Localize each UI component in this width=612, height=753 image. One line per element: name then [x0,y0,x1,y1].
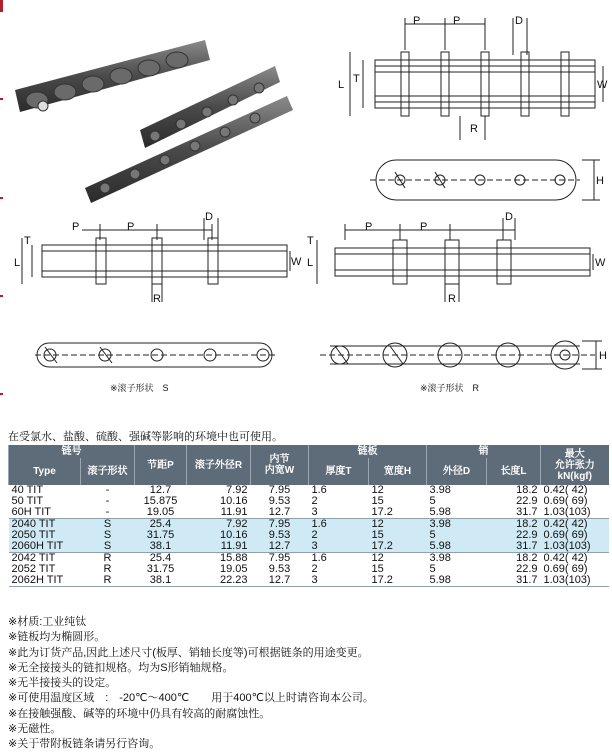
dim-p: P [420,221,428,233]
cell-inner: 12.7 [251,507,309,519]
cell-pitch: 15.875 [143,495,178,507]
cell-roller: 7.92 [187,519,251,531]
dim-w: W [597,79,608,91]
cell-load: 1.03(103) [541,507,609,519]
cell-load: 1.03(103) [541,575,609,587]
dim-d: D [505,211,513,223]
cell-pitch: 19.05 [135,507,187,519]
cell-inner: 9.53 [251,530,309,541]
drawing-side-view-standard [370,150,605,210]
cell-pitch: 25.4 [149,552,172,564]
header-pitch: 节距P [135,445,187,485]
header-pin-len: 长度L [487,458,541,485]
cell-load: 0.42( 42) [541,519,609,531]
dim-p: P [127,221,135,233]
dim-t: T [353,73,360,85]
cell-l: 31.7 [487,507,541,519]
cell-type: 60H TIT [9,507,81,519]
dim-r: R [153,293,161,305]
cell-d: 5.98 [427,541,487,553]
cell-d: 5 [427,530,487,541]
dim-d: D [205,211,213,223]
dim-p: P [413,15,421,27]
dim-h: H [596,175,604,187]
edge-mark [0,197,3,199]
cell-l: 22.9 [516,563,538,575]
cell-type: 40 TIT [11,484,44,496]
header-max-bottom: kN(kgf) [557,470,592,482]
dim-t: T [307,235,314,247]
cell-t: 2 [309,530,369,541]
table-row [9,507,609,519]
dim-p: P [365,221,373,233]
header-max-mid: 允许张力 [554,459,595,471]
cell-roller: 10.16 [187,530,251,541]
header-inner-width-bottom: 内宽W [264,465,295,476]
cell-h: 12 [369,519,427,531]
cell-t: 3 [309,507,369,519]
cell-h: 17.2 [369,541,427,553]
cell-t: 3 [309,541,369,553]
cell-t: 1.6 [311,484,327,496]
note-item: ※在接触强酸、碱等的环境中仍具有较高的耐腐蚀性。 [8,707,271,720]
chain-product-photo [5,38,300,203]
cell-load: 0.69( 69) [543,563,588,575]
cell-h: 15 [371,495,384,507]
dim-p: P [72,221,80,233]
edge-mark [0,295,3,297]
cell-type: 2050 TIT [9,530,81,541]
header-chain-no: 链号 [9,445,135,458]
cell-l: 31.7 [487,541,541,553]
cell-type: 2042 TIT [11,552,56,564]
cell-pitch: 38.1 [135,575,187,587]
cell-shape: S [81,530,135,541]
drawing-top-view-r [305,210,610,305]
header-max-top: 最大 [564,448,585,460]
drawing-side-view-s [35,335,280,375]
cell-pitch: 31.75 [135,530,187,541]
cell-t: 1.6 [309,519,369,531]
cell-load: 0.69( 69) [543,495,588,507]
cell-d: 5.98 [427,507,487,519]
drawing-top-view-standard [335,10,610,140]
cell-h: 12 [371,484,384,496]
cell-shape: - [81,507,135,519]
chain-photo-1 [15,40,210,112]
cell-l: 18.2 [487,519,541,531]
cell-type: 2062H TIT [9,575,81,587]
cell-type: 2040 TIT [9,519,81,531]
note-item: ※链板均为椭圆形。 [8,631,106,644]
note-item: ※无半接接头的设定。 [8,677,117,690]
cell-pitch: 31.75 [146,563,175,575]
cell-h: 17.2 [369,507,427,519]
header-roller-shape: 滚子形状 [81,458,135,485]
header-roller-dia: 滚子外径R [187,445,251,485]
dim-t: T [24,235,31,247]
header-inner-width [251,445,309,485]
cell-shape: - [105,495,110,507]
header-link-plate: 链板 [309,445,427,458]
note-item: ※此为订货产品,因此上述尺寸(板厚、销轴长度等)可根据链条的用途变更。 [8,646,369,659]
cell-t: 1.6 [311,552,327,564]
note-item: ※可使用温度区域 : -20℃～400℃ 用于400℃以上时请咨询本公司。 [8,692,374,705]
edge-mark [0,393,3,395]
roller-shape-s-caption: ※滚子形状 S [110,383,169,393]
cell-pitch: 12.7 [149,484,172,496]
cell-inner: 7.95 [268,484,291,496]
dim-l: L [307,257,314,269]
header-inner-width-top: 内节 [269,454,290,465]
cell-h: 15 [371,563,384,575]
edge-mark [0,0,3,12]
cell-l: 18.2 [516,484,538,496]
cell-d: 3.98 [429,484,451,496]
cell-inner: 9.53 [268,563,291,575]
dim-w: W [291,256,302,268]
cell-h: 12 [371,552,384,564]
note-item: ※关于带附板链条请另行咨询。 [8,738,161,751]
spec-table [8,445,609,587]
notes [8,615,374,753]
cell-l: 22.9 [516,495,538,507]
drawing-side-view-r [320,330,610,380]
cell-load: 0.42( 42) [543,484,588,496]
cell-pitch: 38.1 [135,541,187,553]
cell-shape: R [103,552,112,564]
dim-d: D [515,15,523,27]
dim-l: L [338,79,345,91]
cell-roller: 10.16 [219,495,248,507]
cell-shape: - [105,484,110,496]
cell-d: 3.98 [429,552,451,564]
header-pin-dia: 外径D [427,458,487,485]
header-type: Type [9,458,81,485]
cell-type: 50 TIT [11,495,44,507]
table-row [9,575,609,587]
cell-d: 5 [429,563,436,575]
cell-d: 5 [429,495,436,507]
cell-inner: 12.7 [251,575,309,587]
cell-load: 0.42( 42) [543,552,588,564]
header-max-load [541,445,609,485]
cell-l: 31.7 [487,575,541,587]
cell-roller: 11.91 [187,507,251,519]
cell-t: 2 [311,563,318,575]
note-item: ※材质:工业纯钛 [8,616,87,628]
note-item: ※无全接接头的链扣规格。均为S形销轴规格。 [8,661,234,674]
table-row [9,541,609,553]
note-item: ※无磁性。 [8,723,62,736]
cell-shape: R [81,575,135,587]
dim-p: P [453,15,461,27]
cell-d: 3.98 [427,519,487,531]
cell-inner: 7.95 [251,519,309,531]
dim-r: R [470,123,478,135]
cell-t: 2 [311,495,318,507]
dim-r: R [448,293,456,305]
header-width: 宽度H [369,458,427,485]
cell-pitch: 25.4 [135,519,187,531]
cell-d: 5.98 [427,575,487,587]
drawing-top-view-s [12,210,302,305]
cell-roller: 7.92 [226,484,248,496]
header-pin: 销 [427,445,541,458]
dim-l: L [14,257,21,269]
cell-t: 3 [309,575,369,587]
cell-roller: 15.88 [219,552,248,564]
edge-mark [0,98,3,100]
cell-shape: R [103,563,112,575]
cell-inner: 12.7 [251,541,309,553]
cell-type: 2052 TIT [11,563,56,575]
dim-w: W [595,257,606,269]
dim-h: H [599,350,607,362]
cell-inner: 7.95 [268,552,291,564]
cell-roller: 22.23 [187,575,251,587]
cell-type: 2060H TIT [9,541,81,553]
intro-text: 在受氯水、盐酸、硫酸、强碱等影响的环境中也可使用。 [8,431,283,443]
cell-shape: S [81,519,135,531]
header-thickness: 厚度T [309,458,369,485]
roller-shape-r-caption: ※滚子形状 R [420,383,480,393]
cell-h: 17.2 [369,575,427,587]
cell-h: 15 [369,530,427,541]
cell-roller: 11.91 [187,541,251,553]
cell-roller: 19.05 [219,563,248,575]
cell-inner: 9.53 [268,495,291,507]
cell-load: 0.69( 69) [541,530,609,541]
cell-l: 22.9 [487,530,541,541]
cell-load: 1.03(103) [541,541,609,553]
cell-shape: S [81,541,135,553]
cell-l: 18.2 [516,552,538,564]
